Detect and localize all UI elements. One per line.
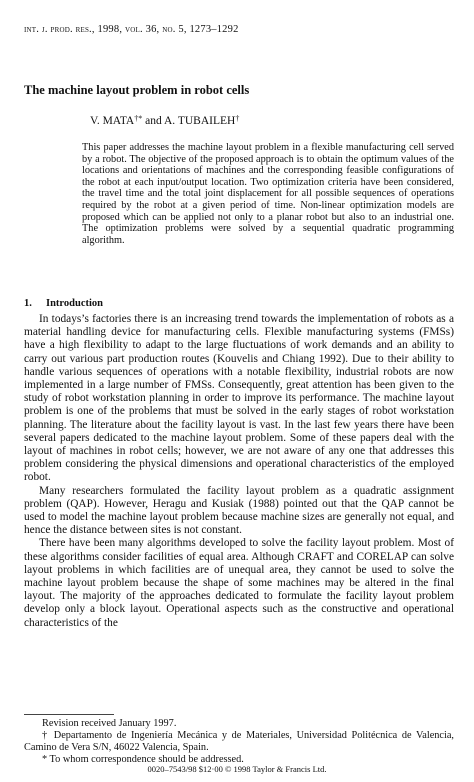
author-conjunction: and xyxy=(145,115,162,127)
paragraph: Many researchers formulated the facility layout problem as a quadratic assignment problem (QAP). However, Heragu and Kusiak (1988) pointed out that the QAP cannot be used to model the machine layout problem because machine sizes are generally not equal, and hence the distance between sites is not constant. xyxy=(24,484,454,537)
issue-number: 5 xyxy=(178,24,184,35)
abstract: This paper addresses the machine layout problem in a flexible manufacturing cell served by a robot. The objective of the proposed approach is to obtain the optimum values of the locations and orientations of machines and the corresponding feasible configurations of the robot at each input/output location. Two optimization criteria have been considered, the travel time and the total joint displacement for all possible sequences of operations required by the robot at a given period of time. Non-linear optimization models are proposed which can be applied not only to a planar robot but also to an industrial one. The optimization problems were solved by a sequential quadratic programming algorithm. xyxy=(82,142,454,246)
body-text xyxy=(24,313,454,630)
author-line xyxy=(90,114,239,127)
footnote: † Departamento de Ingeniería Mecánica y de Materiales, Universidad Politécnica de Valencia, Camino de Vera S/N, 46022 Valencia, Spain. xyxy=(24,730,454,753)
article-title: The machine layout problem in robot cells xyxy=(24,83,250,97)
volume-number: 36 xyxy=(145,24,157,35)
copyright-line: 0020–7543/98 $12·00 © 1998 Taylor & Francis Ltd. xyxy=(147,764,327,774)
issue-label: no. xyxy=(162,24,176,35)
volume-label: vol. xyxy=(125,24,143,35)
page-range: 1273–1292 xyxy=(189,24,239,35)
author-1-marks: †* xyxy=(134,114,143,123)
journal-year: 1998 xyxy=(97,24,120,35)
author-2-marks: † xyxy=(235,114,240,123)
footnote-divider xyxy=(24,714,114,715)
author-2: A. TUBAILEH xyxy=(163,115,236,127)
journal-header: int. j. prod. res., 1998, vol. 36, no. 5, 1273–1292 xyxy=(24,24,239,35)
footnote: * To whom correspondence should be addressed. xyxy=(42,754,244,765)
section-number: 1. xyxy=(24,298,32,309)
author-1: V. MATA xyxy=(90,115,135,127)
footnotes xyxy=(24,718,454,766)
journal-name: int. j. prod. res. xyxy=(24,24,92,35)
footnote: Revision received January 1997. xyxy=(42,718,177,729)
section-heading xyxy=(24,298,103,309)
paragraph: In todays’s factories there is an increasing trend towards the implementation of robots as a material handling device for manufacturing cells. Flexible manufacturing systems (FMSs) have a high flexibility to adapt to the large fluctuations of work demands and an ability to carry out various part production routes (Kouvelis and Chiang 1992). Due to their ability to handle various sequences of operations with a notable flexibility, industrial robots are now implemented in a large number of FMSs. Consequently, great attention has been given to the study of robot workstation planning in order to improve its performance. The machine layout problem is one of the problems that must be solved in the early stages of robot workstation planning. The literature about the facility layout is vast. In the last few years there have been several papers dedicated to the machine layout problem. Some of these papers deal with the layout of machines in robot cells; however, we are not aware of any one that addresses this problem considering the physical dimensions and operational characteristics of the employed robot. xyxy=(24,313,454,484)
section-title: Introduction xyxy=(46,298,103,309)
paragraph: There have been many algorithms developed to solve the facility layout problem. Most of these algorithms consider facilities of equal area. Although CRAFT and CORELAP can solve layout problems in which facilities are of unequal area, they cannot be used to solve the machine layout problem because the shape of some machines may be altered in the final layout. The majority of the approaches dedicated to formulate the facility layout problem develop only a block layout. Operational aspects such as the constructive and operational characteristics of the xyxy=(24,537,454,629)
